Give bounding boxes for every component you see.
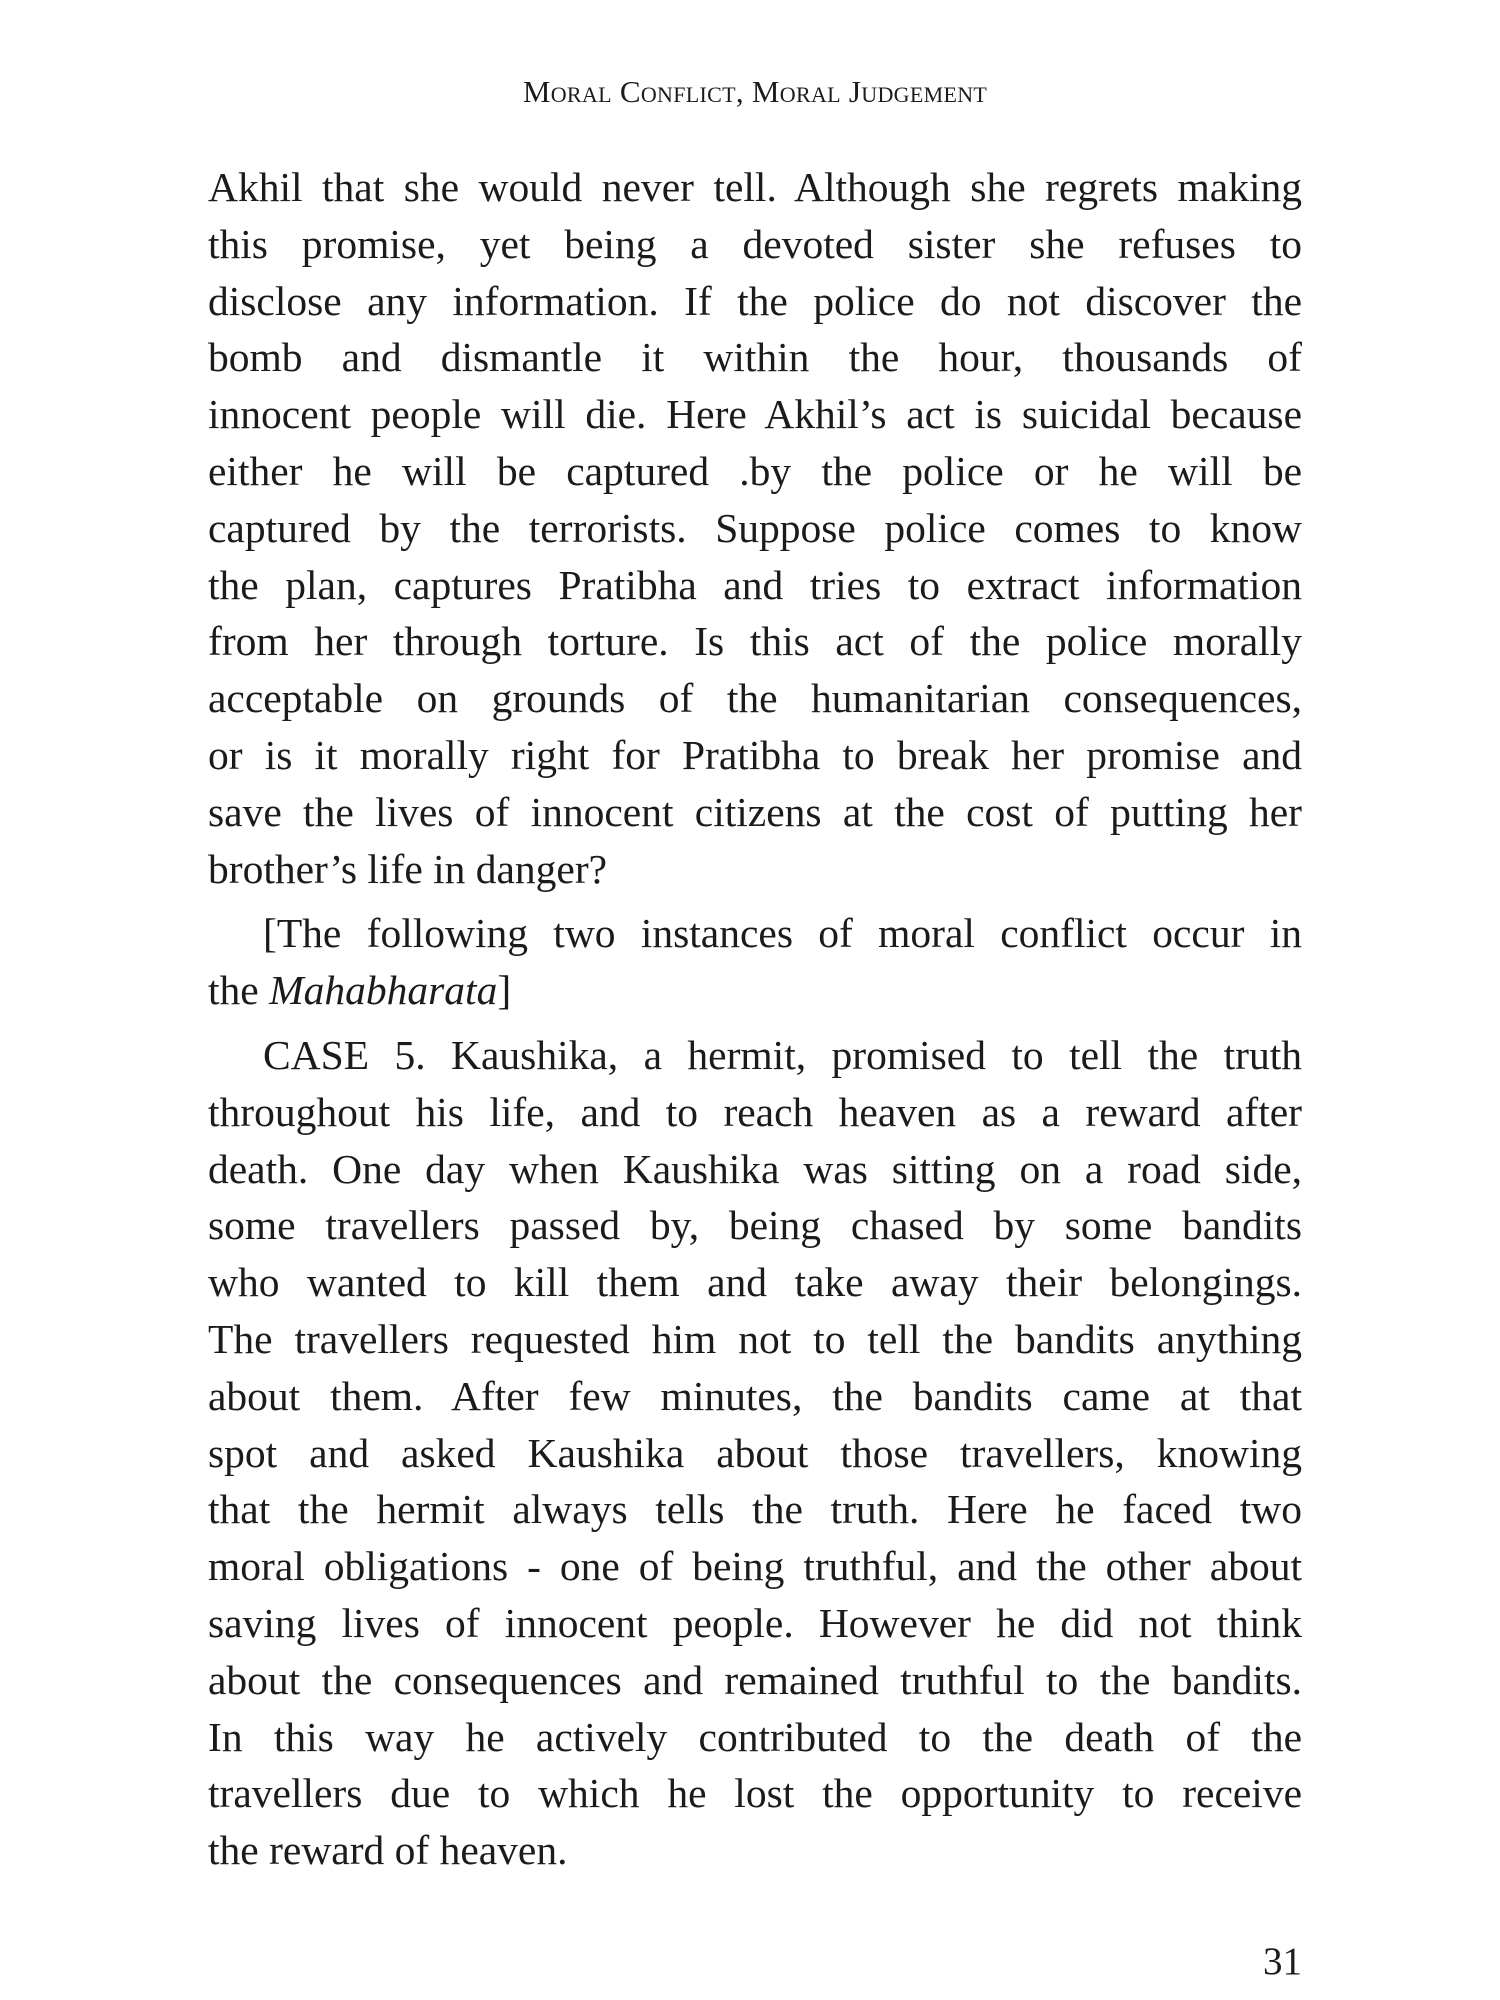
text-line: from her through torture. Is this act of the police morally (208, 618, 1302, 665)
text-line: the reward of heaven. (208, 1827, 568, 1874)
text-line: brother’s life in danger? (208, 845, 608, 892)
text-line: this promise, yet being a devoted sister she refuses to (208, 220, 1302, 267)
text-line: bomb and dismantle it within the hour, thousands of (208, 334, 1302, 381)
text-line: throughout his life, and to reach heaven as a reward after (208, 1088, 1302, 1135)
paragraph-case-5 (208, 1027, 1302, 1879)
text-line: or is it morally right for Pratibha to break her promise and (208, 731, 1302, 778)
book-title: Mahabharata (269, 967, 498, 1014)
text-line: [The following two instances of moral conflict occur in (263, 910, 1302, 957)
text-line: travellers due to which he lost the opportunity to receive (208, 1770, 1302, 1817)
text-fragment: ] (497, 967, 512, 1014)
text-line: The travellers requested him not to tell the bandits anything (208, 1315, 1302, 1362)
text-line: spot and asked Kaushika about those travellers, knowing (208, 1429, 1302, 1476)
text-line: who wanted to kill them and take away their belongings. (208, 1259, 1302, 1306)
body-text (208, 159, 1302, 1879)
text-line (208, 962, 1302, 1019)
book-page (208, 0, 1302, 2000)
text-line: captured by the terrorists. Suppose police comes to know (208, 504, 1302, 551)
text-line: moral obligations - one of being truthful, and the other about (208, 1543, 1302, 1590)
text-line: either he will be captured .by the police or he will be (208, 447, 1302, 494)
text-line: about the consequences and remained truthful to the bandits. (208, 1656, 1302, 1703)
text-line: death. One day when Kaushika was sitting on a road side, (208, 1145, 1302, 1192)
text-line: disclose any information. If the police do not discover the (208, 277, 1302, 324)
text-line: about them. After few minutes, the bandits came at that (208, 1372, 1302, 1419)
text-line: innocent people will die. Here Akhil’s act is suicidal because (208, 391, 1302, 438)
text-line: saving lives of innocent people. However he did not think (208, 1599, 1302, 1646)
text-line: the plan, captures Pratibha and tries to extract information (208, 561, 1302, 608)
text-line: save the lives of innocent citizens at the cost of putting her (208, 788, 1302, 835)
page-number: 31 (1263, 1940, 1302, 1983)
text-fragment: the (208, 967, 270, 1014)
text-line: acceptable on grounds of the humanitarian consequences, (208, 675, 1302, 722)
text-line: Akhil that she would never tell. Although she regrets making (208, 164, 1302, 210)
text-line: some travellers passed by, being chased by some bandits (208, 1202, 1302, 1249)
text-line: that the hermit always tells the truth. Here he faced two (208, 1486, 1302, 1533)
paragraph-note (208, 905, 1302, 1019)
text-line: In this way he actively contributed to the death of the (208, 1713, 1302, 1760)
running-head: Moral Conflict, Moral Judgement (522, 74, 988, 109)
text-line: CASE 5. Kaushika, a hermit, promised to tell the truth (263, 1031, 1302, 1078)
paragraph-continuation (208, 159, 1302, 897)
